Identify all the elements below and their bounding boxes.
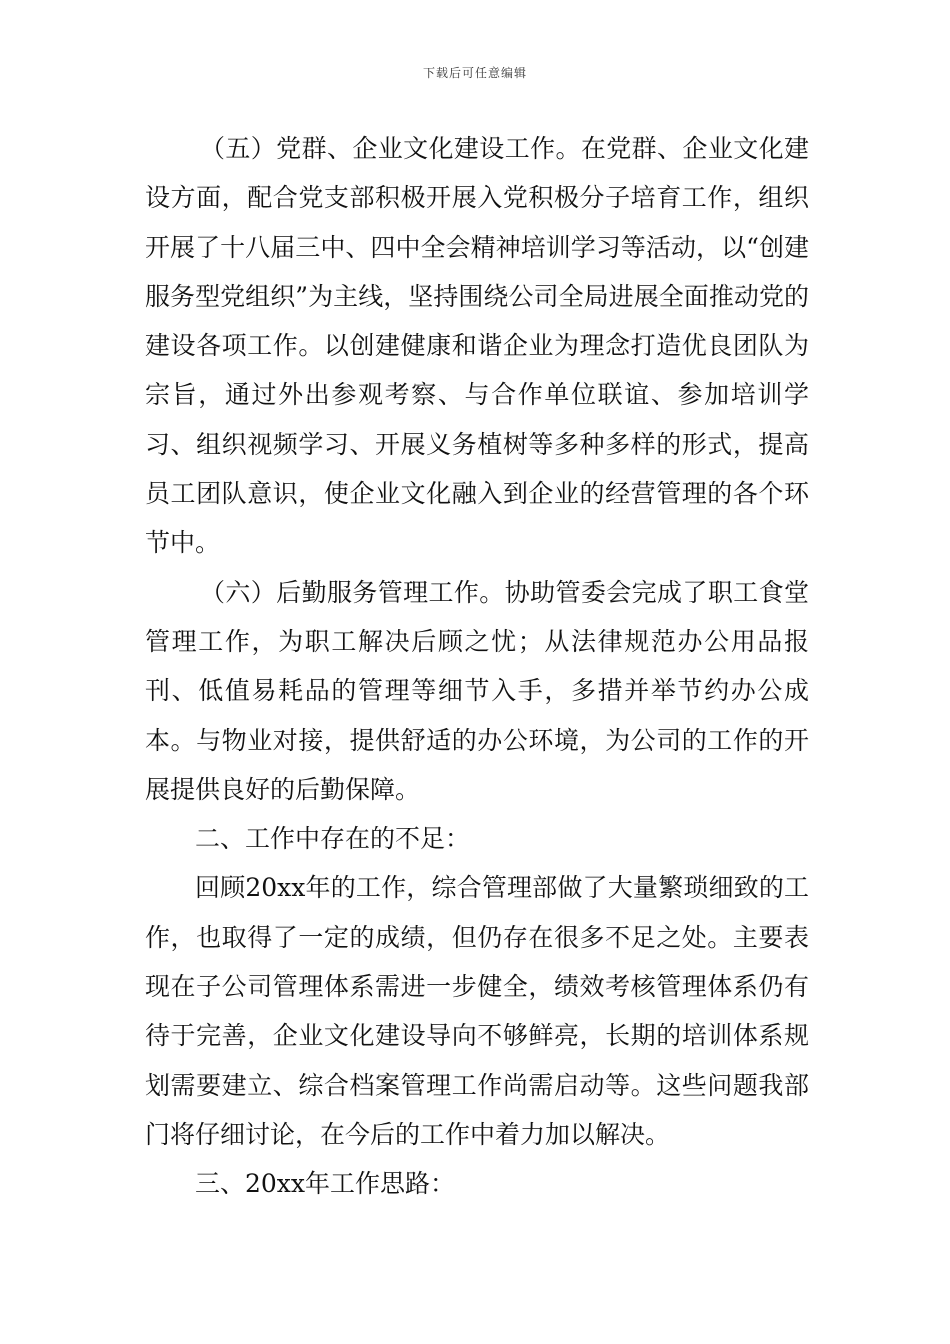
- paragraph-party-culture: （五）党群、企业文化建设工作。在党群、企业文化建设方面，配合党支部积极开展入党积极分子培育工作，组织开展了十八届三中、四中全会精神培训学习等活动，以“创建服务型党组织”为主线，坚持围绕公司全局进展全面推动党的建设各项工作。以创建健康和谐企业为理念打造优良团队为宗旨，通过外出参观考察、与合作单位联谊、参加培训学习、组织视频学习、开展义务植树等多种多样的形式，提高员工团队意识，使企业文化融入到企业的经营管理的各个环节中。: [145, 134, 809, 558]
- paragraph-logistics: （六）后勤服务管理工作。协助管委会完成了职工食堂管理工作，为职工解决后顾之忧；从法律规范办公用品报刊、低值易耗品的管理等细节入手，多措并举节约办公成本。与物业对接，提供舒适的办公环境，为公司的工作的开展提供良好的后勤保障。: [145, 577, 809, 804]
- heading-shortcomings: 二、工作中存在的不足：: [195, 824, 471, 854]
- heading-work-plan: 三、20xx年工作思路：: [195, 1169, 456, 1199]
- page-header: 下载后可任意编辑: [422, 66, 527, 80]
- paragraph-review: 回顾20xx年的工作，综合管理部做了大量繁琐细致的工作，也取得了一定的成绩，但仍存在很多不足之处。主要表现在子公司管理体系需进一步健全，绩效考核管理体系仍有待于完善，企业文化建设导向不够鲜亮，长期的培训体系规划需要建立、综合档案管理工作尚需启动等。这些问题我部门将仔细讨论，在今后的工作中着力加以解决。: [145, 873, 809, 1149]
- document-body: [145, 124, 809, 1209]
